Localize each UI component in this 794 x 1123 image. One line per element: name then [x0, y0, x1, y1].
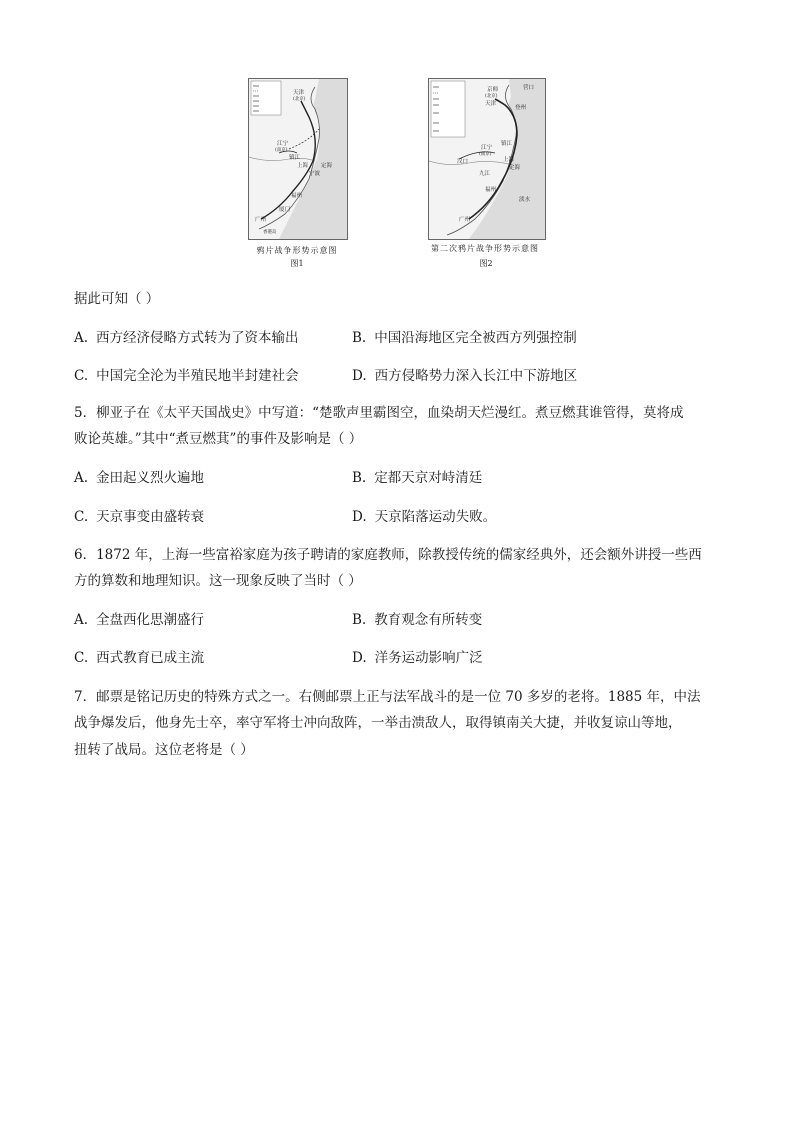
place-label: 营口: [523, 85, 535, 91]
place-label: 广州: [255, 217, 267, 223]
option-text: 教育观念有所转变: [374, 612, 483, 628]
option-letter: D.: [352, 509, 367, 525]
place-label: 汉口: [457, 159, 469, 165]
option-text: 天京陷落运动失败。: [374, 509, 497, 525]
place-label: 九江: [479, 171, 491, 177]
option-letter: B.: [352, 470, 367, 486]
figure-2-caption: 第二次鸦片战争形势示意图: [431, 244, 539, 253]
option-text: 西式教育已成主流: [96, 650, 205, 666]
place-label: 厦门: [279, 207, 291, 213]
option-letter: B.: [352, 612, 367, 628]
place-label: 定海: [509, 165, 521, 171]
place-label: 上海: [503, 157, 515, 163]
place-label: 江宁: [277, 141, 289, 147]
option-letter: D.: [352, 368, 367, 384]
option-letter: B.: [352, 330, 367, 346]
option-text: 洋务运动影响广泛: [374, 650, 483, 666]
option-text: 中国沿海地区完全被西方列强控制: [374, 330, 577, 346]
option-text: 天京事变由盛转衰: [96, 509, 205, 525]
place-label: (南京): [479, 152, 492, 157]
figure-1-label: 图1: [290, 259, 304, 268]
option-letter: C.: [74, 509, 89, 525]
question-5-option-a[interactable]: [74, 468, 204, 488]
place-label: 香港岛: [263, 230, 277, 235]
option-letter: C.: [74, 368, 89, 384]
place-label: 镇江: [501, 141, 513, 147]
question-4-option-c[interactable]: [74, 366, 299, 386]
question-7-stem-line-3: 扭转了战局。这位老将是（ ）: [74, 742, 254, 758]
option-text: 金田起义烈火遍地: [96, 470, 205, 486]
option-text: 中国完全沦为半殖民地半封建社会: [96, 368, 299, 384]
question-5-option-b[interactable]: [352, 468, 482, 488]
question-7-stem-line-2: 战争爆发后，他身先士卒，率守军将士冲向敌阵，一举击溃敌人，取得镇南关大捷，并收复谅山等地，: [74, 715, 682, 731]
opium-war-map: [248, 78, 348, 240]
place-label: 镇江: [289, 155, 301, 161]
question-6-option-c[interactable]: [74, 648, 204, 668]
option-letter: C.: [74, 650, 89, 666]
place-label: 定海: [321, 163, 333, 169]
option-letter: D.: [352, 650, 367, 666]
option-letter: A.: [74, 330, 89, 346]
question-6-option-a[interactable]: [74, 610, 204, 630]
question-4-option-d[interactable]: [352, 366, 577, 386]
place-label: 福州: [291, 193, 303, 199]
question-5-stem-line-2: 败论英雄。”其中“煮豆燃萁”的事件及影响是（ ）: [74, 431, 363, 447]
question-4-option-b[interactable]: [352, 328, 577, 348]
place-label: 宁波: [309, 171, 321, 177]
place-label: (南京): [275, 148, 288, 153]
option-letter: A.: [74, 470, 89, 486]
option-text: 西方经济侵略方式转为了资本输出: [96, 330, 299, 346]
place-label: (北京): [485, 94, 498, 99]
figure-1-caption: 鸦片战争形势示意图: [256, 246, 338, 255]
opium-war-map-drawing: [249, 79, 347, 239]
place-label: 上海: [297, 163, 309, 169]
place-label: 广州: [459, 217, 471, 223]
second-opium-war-map-drawing: [429, 79, 545, 239]
question-5-stem-line-1: 5．柳亚子在《太平天国战史》中写道：“楚歌声里霸图空，血染胡天烂漫红。煮豆燃萁谁管得，莫将成: [74, 405, 684, 421]
option-text: 西方侵略势力深入长江中下游地区: [374, 368, 578, 384]
option-letter: A.: [74, 612, 89, 628]
question-6-stem-line-2: 方的算数和地理知识。这一现象反映了当时（ ）: [74, 573, 362, 589]
place-label: 江宁: [481, 145, 493, 151]
question-6-option-b[interactable]: [352, 610, 482, 630]
place-label: 天津: [293, 90, 305, 96]
place-label: 福州: [485, 187, 497, 193]
question-6-stem-line-1: 6．1872 年，上海一些富裕家庭为孩子聘请的家庭教师，除教授传统的儒家经典外，还会额外讲授一些西: [74, 547, 702, 563]
place-label: (北京): [293, 97, 306, 102]
question-5-option-d[interactable]: [352, 507, 496, 527]
option-text: 全盘西化思潮盛行: [96, 612, 205, 628]
place-label: 天津: [485, 101, 497, 107]
question-7-stem-line-1: 7．邮票是铭记历史的特殊方式之一。右侧邮票上正与法军战斗的是一位 70 多岁的老将。1885 年，中法: [74, 689, 701, 705]
question-5-option-c[interactable]: [74, 507, 204, 527]
second-opium-war-map: [428, 78, 546, 240]
question-4-stem: 据此可知（ ）: [74, 291, 160, 307]
place-label: 淡水: [519, 197, 531, 203]
place-label: 京师: [487, 87, 499, 93]
figure-2-label: 图2: [479, 259, 493, 268]
question-4-option-a[interactable]: [74, 328, 299, 348]
option-text: 定都天京对峙清廷: [374, 470, 483, 486]
place-label: 登州: [515, 105, 527, 111]
question-6-option-d[interactable]: [352, 648, 483, 668]
